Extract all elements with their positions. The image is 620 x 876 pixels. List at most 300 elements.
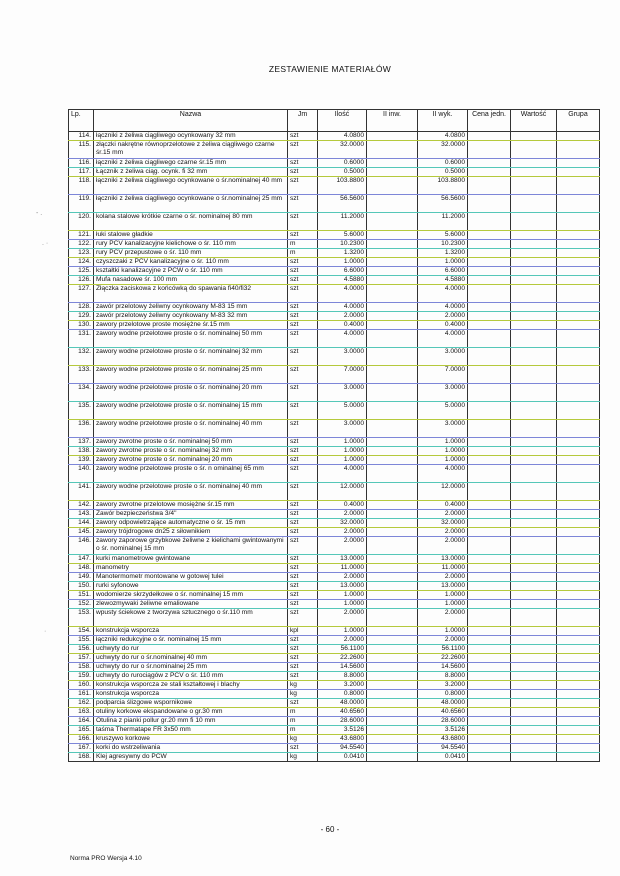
cell-grupa bbox=[557, 708, 600, 717]
cell-ii-inw bbox=[367, 528, 418, 537]
cell-grupa bbox=[557, 654, 600, 663]
cell-ii-wyk: 43.6800 bbox=[418, 735, 468, 744]
cell-grupa bbox=[557, 303, 600, 312]
cell-ilosc: 1.0000 bbox=[318, 600, 367, 609]
cell-nazwa: podparcia ślizgowe wspornikowe bbox=[94, 699, 288, 708]
cell-nazwa: konstrukcja wsporcza bbox=[94, 627, 288, 636]
cell-wartosc bbox=[511, 366, 557, 384]
cell-wartosc bbox=[511, 726, 557, 735]
cell-ilosc: 4.0000 bbox=[318, 465, 367, 483]
cell-cena-jedn bbox=[468, 645, 511, 654]
cell-wartosc bbox=[511, 177, 557, 195]
cell-ii-wyk: 103.8800 bbox=[418, 177, 468, 195]
cell-wartosc bbox=[511, 573, 557, 582]
cell-nazwa: uchwyty do rurociągów z PCV o śr. 110 mm bbox=[94, 672, 288, 681]
table-row bbox=[69, 510, 600, 519]
cell-ii-inw bbox=[367, 519, 418, 528]
cell-ilosc: 2.0000 bbox=[318, 510, 367, 519]
cell-ii-inw bbox=[367, 537, 418, 555]
cell-jm: kg bbox=[288, 735, 318, 744]
cell-jm: szt bbox=[288, 744, 318, 753]
cell-ilosc: 11.2000 bbox=[318, 213, 367, 231]
cell-jm: szt bbox=[288, 510, 318, 519]
cell-jm: szt bbox=[288, 321, 318, 330]
cell-grupa bbox=[557, 402, 600, 420]
cell-ii-inw bbox=[367, 285, 418, 303]
cell-lp: 146. bbox=[69, 537, 94, 555]
cell-cena-jedn bbox=[468, 384, 511, 402]
scan-mark: - . bbox=[36, 210, 43, 217]
cell-jm: szt bbox=[288, 168, 318, 177]
table-row bbox=[69, 213, 600, 231]
table-row bbox=[69, 438, 600, 447]
cell-grupa bbox=[557, 528, 600, 537]
cell-wartosc bbox=[511, 276, 557, 285]
table-row bbox=[69, 285, 600, 303]
cell-jm: szt bbox=[288, 609, 318, 627]
cell-nazwa: zawory zwrotne przelotowe mosiężne śr.15 mm bbox=[94, 501, 288, 510]
cell-ii-wyk: 1.0000 bbox=[418, 627, 468, 636]
cell-ii-wyk: 12.0000 bbox=[418, 483, 468, 501]
cell-lp: 127. bbox=[69, 285, 94, 303]
cell-ii-inw bbox=[367, 168, 418, 177]
cell-grupa bbox=[557, 141, 600, 159]
cell-ii-inw bbox=[367, 501, 418, 510]
cell-ilosc: 0.6000 bbox=[318, 159, 367, 168]
cell-grupa bbox=[557, 213, 600, 231]
cell-jm: szt bbox=[288, 564, 318, 573]
cell-nazwa: kształtki kanalizacyjne z PCW o śr. 110 mm bbox=[94, 267, 288, 276]
cell-nazwa: wpusty ściekowe z tworzywa sztucznego o śr.110 mm bbox=[94, 609, 288, 627]
cell-ilosc: 56.1100 bbox=[318, 645, 367, 654]
cell-wartosc bbox=[511, 636, 557, 645]
cell-wartosc bbox=[511, 240, 557, 249]
cell-nazwa: taśma Thermatape FR 3x50 mm bbox=[94, 726, 288, 735]
cell-ii-inw bbox=[367, 195, 418, 213]
cell-nazwa: zawory wodne przelotowe proste o śr. nominalnej 40 mm bbox=[94, 483, 288, 501]
table-row bbox=[69, 573, 600, 582]
table-row bbox=[69, 483, 600, 501]
table-row bbox=[69, 600, 600, 609]
cell-ilosc: 1.0000 bbox=[318, 456, 367, 465]
cell-nazwa: kolana stalowe krótkie czarne o śr. nominalnej 80 mm bbox=[94, 213, 288, 231]
cell-jm: szt bbox=[288, 519, 318, 528]
cell-cena-jedn bbox=[468, 240, 511, 249]
cell-nazwa: łączniki redukcyjne o śr. nominalnej 15 mm bbox=[94, 636, 288, 645]
cell-ii-wyk: 40.6560 bbox=[418, 708, 468, 717]
table-row bbox=[69, 564, 600, 573]
cell-wartosc bbox=[511, 132, 557, 141]
cell-ii-inw bbox=[367, 555, 418, 564]
cell-cena-jedn bbox=[468, 636, 511, 645]
table-row bbox=[69, 420, 600, 438]
cell-nazwa: konstrukcja wsporcza bbox=[94, 690, 288, 699]
cell-grupa bbox=[557, 582, 600, 591]
cell-nazwa: zawory zaporowe grzybkowe żeliwne z kielichami gwintowanymi o śr. nominalnej 15 mm bbox=[94, 537, 288, 555]
cell-nazwa: czyszczaki z PCV kanalizacyjne o śr. 110 mm bbox=[94, 258, 288, 267]
cell-cena-jedn bbox=[468, 276, 511, 285]
cell-ilosc: 0.0410 bbox=[318, 753, 367, 762]
cell-lp: 126. bbox=[69, 276, 94, 285]
cell-ii-wyk: 3.0000 bbox=[418, 420, 468, 438]
cell-jm: szt bbox=[288, 672, 318, 681]
cell-grupa bbox=[557, 690, 600, 699]
cell-nazwa: Zawór bezpieczeństwa 3/4" bbox=[94, 510, 288, 519]
cell-wartosc bbox=[511, 213, 557, 231]
cell-ilosc: 2.0000 bbox=[318, 609, 367, 627]
cell-wartosc bbox=[511, 582, 557, 591]
cell-cena-jedn bbox=[468, 159, 511, 168]
cell-jm: kg bbox=[288, 681, 318, 690]
cell-jm: m bbox=[288, 717, 318, 726]
cell-wartosc bbox=[511, 267, 557, 276]
cell-ilosc: 2.0000 bbox=[318, 573, 367, 582]
table-row bbox=[69, 708, 600, 717]
cell-ii-inw bbox=[367, 663, 418, 672]
cell-cena-jedn bbox=[468, 744, 511, 753]
cell-ii-wyk: 1.0000 bbox=[418, 591, 468, 600]
table-row bbox=[69, 654, 600, 663]
cell-cena-jedn bbox=[468, 537, 511, 555]
cell-ilosc: 5.0000 bbox=[318, 402, 367, 420]
cell-ii-inw bbox=[367, 240, 418, 249]
cell-cena-jedn bbox=[468, 447, 511, 456]
cell-cena-jedn bbox=[468, 654, 511, 663]
cell-ii-inw bbox=[367, 717, 418, 726]
table-row bbox=[69, 744, 600, 753]
cell-grupa bbox=[557, 330, 600, 348]
cell-wartosc bbox=[511, 690, 557, 699]
table-row bbox=[69, 402, 600, 420]
cell-ii-inw bbox=[367, 366, 418, 384]
cell-ii-inw bbox=[367, 267, 418, 276]
cell-lp: 165. bbox=[69, 726, 94, 735]
cell-nazwa: Mufa nasadowe śr. 100 mm bbox=[94, 276, 288, 285]
cell-wartosc bbox=[511, 168, 557, 177]
cell-nazwa: zawory przelotowe proste mosiężne śr.15 mm bbox=[94, 321, 288, 330]
cell-wartosc bbox=[511, 627, 557, 636]
cell-ii-inw bbox=[367, 627, 418, 636]
cell-wartosc bbox=[511, 717, 557, 726]
cell-cena-jedn bbox=[468, 753, 511, 762]
cell-ilosc: 3.2000 bbox=[318, 681, 367, 690]
cell-ii-inw bbox=[367, 312, 418, 321]
cell-grupa bbox=[557, 681, 600, 690]
cell-ii-inw bbox=[367, 456, 418, 465]
cell-lp: 130. bbox=[69, 321, 94, 330]
cell-cena-jedn bbox=[468, 699, 511, 708]
cell-ilosc: 22.2600 bbox=[318, 654, 367, 663]
cell-cena-jedn bbox=[468, 303, 511, 312]
cell-ii-wyk: 56.5600 bbox=[418, 195, 468, 213]
cell-grupa bbox=[557, 132, 600, 141]
cell-lp: 114. bbox=[69, 132, 94, 141]
table-row bbox=[69, 267, 600, 276]
cell-cena-jedn bbox=[468, 321, 511, 330]
cell-jm: szt bbox=[288, 303, 318, 312]
cell-ilosc: 40.6560 bbox=[318, 708, 367, 717]
cell-cena-jedn bbox=[468, 519, 511, 528]
cell-wartosc bbox=[511, 483, 557, 501]
cell-ilosc: 1.3200 bbox=[318, 249, 367, 258]
cell-nazwa: zawory wodne przelotowe proste o śr. nominalnej 40 mm bbox=[94, 420, 288, 438]
cell-wartosc bbox=[511, 312, 557, 321]
cell-cena-jedn bbox=[468, 609, 511, 627]
table-row bbox=[69, 447, 600, 456]
cell-ii-inw bbox=[367, 402, 418, 420]
cell-wartosc bbox=[511, 663, 557, 672]
cell-nazwa: zawory odpowietrzające automatyczne o śr. 15 mm bbox=[94, 519, 288, 528]
cell-nazwa: otuliny korkowe ekspandowane o gr.30 mm bbox=[94, 708, 288, 717]
cell-wartosc bbox=[511, 654, 557, 663]
cell-lp: 131. bbox=[69, 330, 94, 348]
cell-ii-wyk: 1.3200 bbox=[418, 249, 468, 258]
cell-wartosc bbox=[511, 303, 557, 312]
cell-cena-jedn bbox=[468, 627, 511, 636]
cell-ii-wyk: 56.1100 bbox=[418, 645, 468, 654]
cell-nazwa: kruszywo korkowe bbox=[94, 735, 288, 744]
cell-lp: 160. bbox=[69, 681, 94, 690]
cell-ii-wyk: 1.0000 bbox=[418, 456, 468, 465]
cell-nazwa: Złączka zaciskowa z końcówką do spawania fi40/fi32 bbox=[94, 285, 288, 303]
cell-nazwa: manometry bbox=[94, 564, 288, 573]
cell-grupa bbox=[557, 645, 600, 654]
cell-cena-jedn bbox=[468, 483, 511, 501]
cell-grupa bbox=[557, 573, 600, 582]
cell-jm: szt bbox=[288, 555, 318, 564]
cell-jm: m bbox=[288, 708, 318, 717]
cell-nazwa: zawory wodne przelotowe proste o śr. nominalnej 25 mm bbox=[94, 366, 288, 384]
cell-ii-wyk: 0.4000 bbox=[418, 501, 468, 510]
cell-nazwa: zawory wodne przelotowe proste o śr. nominalnej 50 mm bbox=[94, 330, 288, 348]
cell-nazwa: uchwyty do rur o śr.nominalnej 40 mm bbox=[94, 654, 288, 663]
cell-ii-wyk: 5.6000 bbox=[418, 231, 468, 240]
cell-lp: 117. bbox=[69, 168, 94, 177]
cell-cena-jedn bbox=[468, 213, 511, 231]
cell-cena-jedn bbox=[468, 591, 511, 600]
cell-nazwa: Łącznik z żeliwa ciąg. ocynk. fi 32 mm bbox=[94, 168, 288, 177]
cell-grupa bbox=[557, 555, 600, 564]
cell-ilosc: 48.0000 bbox=[318, 699, 367, 708]
cell-ilosc: 1.0000 bbox=[318, 438, 367, 447]
cell-lp: 138. bbox=[69, 447, 94, 456]
cell-cena-jedn bbox=[468, 348, 511, 366]
cell-ii-inw bbox=[367, 303, 418, 312]
cell-grupa bbox=[557, 717, 600, 726]
cell-jm: szt bbox=[288, 177, 318, 195]
cell-nazwa: rury PCV kanalizacyjne kielichowe o śr. 110 mm bbox=[94, 240, 288, 249]
cell-cena-jedn bbox=[468, 330, 511, 348]
cell-cena-jedn bbox=[468, 231, 511, 240]
cell-cena-jedn bbox=[468, 249, 511, 258]
cell-nazwa: Otulina z pianki pollur gr.20 mm fi 10 mm bbox=[94, 717, 288, 726]
table-row bbox=[69, 609, 600, 627]
cell-lp: 166. bbox=[69, 735, 94, 744]
cell-lp: 116. bbox=[69, 159, 94, 168]
cell-nazwa: złączki nakrętne równoprzelotowe z żeliwa ciągliwego czarne śr.15 mm bbox=[94, 141, 288, 159]
cell-grupa bbox=[557, 627, 600, 636]
cell-lp: 121. bbox=[69, 231, 94, 240]
cell-ilosc: 13.0000 bbox=[318, 582, 367, 591]
cell-grupa bbox=[557, 285, 600, 303]
cell-ii-wyk: 3.2000 bbox=[418, 681, 468, 690]
cell-ii-wyk: 0.5000 bbox=[418, 168, 468, 177]
cell-nazwa: konstrukcja wsporcza ze stali kształtowej i blachy bbox=[94, 681, 288, 690]
cell-wartosc bbox=[511, 591, 557, 600]
table-row bbox=[69, 348, 600, 366]
cell-lp: 125. bbox=[69, 267, 94, 276]
cell-jm: szt bbox=[288, 645, 318, 654]
cell-grupa bbox=[557, 753, 600, 762]
cell-ii-wyk: 1.0000 bbox=[418, 447, 468, 456]
cell-grupa bbox=[557, 483, 600, 501]
cell-lp: 162. bbox=[69, 699, 94, 708]
cell-lp: 159. bbox=[69, 672, 94, 681]
cell-cena-jedn bbox=[468, 726, 511, 735]
cell-grupa bbox=[557, 510, 600, 519]
cell-wartosc bbox=[511, 447, 557, 456]
cell-jm: m bbox=[288, 249, 318, 258]
cell-cena-jedn bbox=[468, 690, 511, 699]
table-row bbox=[69, 690, 600, 699]
table-row bbox=[69, 159, 600, 168]
cell-grupa bbox=[557, 636, 600, 645]
cell-ii-wyk: 3.5126 bbox=[418, 726, 468, 735]
cell-ii-inw bbox=[367, 213, 418, 231]
cell-wartosc bbox=[511, 402, 557, 420]
cell-ilosc: 103.8800 bbox=[318, 177, 367, 195]
cell-wartosc bbox=[511, 258, 557, 267]
table-row bbox=[69, 249, 600, 258]
cell-wartosc bbox=[511, 519, 557, 528]
cell-grupa bbox=[557, 465, 600, 483]
cell-jm: szt bbox=[288, 501, 318, 510]
page-title: ZESTAWIENIE MATERIAŁÓW bbox=[268, 64, 392, 74]
col-header-jm: Jm bbox=[288, 110, 318, 132]
cell-grupa bbox=[557, 384, 600, 402]
cell-ii-wyk: 2.0000 bbox=[418, 312, 468, 321]
cell-nazwa: zawory zwrotne proste o śr. nominalnej 20 mm bbox=[94, 456, 288, 465]
cell-jm: szt bbox=[288, 276, 318, 285]
cell-wartosc bbox=[511, 501, 557, 510]
cell-nazwa: uchwyty do rur o śr.nominalnej 25 mm bbox=[94, 663, 288, 672]
cell-nazwa: zawór przelotowy żeliwny ocynkowany M-83 15 mm bbox=[94, 303, 288, 312]
cell-ii-wyk: 4.0000 bbox=[418, 303, 468, 312]
cell-grupa bbox=[557, 501, 600, 510]
table-row bbox=[69, 276, 600, 285]
cell-ilosc: 94.5540 bbox=[318, 744, 367, 753]
cell-ilosc: 0.8000 bbox=[318, 690, 367, 699]
cell-jm: szt bbox=[288, 654, 318, 663]
cell-wartosc bbox=[511, 249, 557, 258]
table-row bbox=[69, 726, 600, 735]
cell-ilosc: 2.0000 bbox=[318, 537, 367, 555]
cell-ii-inw bbox=[367, 609, 418, 627]
cell-jm: szt bbox=[288, 600, 318, 609]
cell-jm: szt bbox=[288, 699, 318, 708]
cell-jm: szt bbox=[288, 663, 318, 672]
cell-cena-jedn bbox=[468, 528, 511, 537]
cell-ilosc: 8.8000 bbox=[318, 672, 367, 681]
cell-wartosc bbox=[511, 159, 557, 168]
cell-nazwa: łączniki z żeliwa ciągliwego ocynkowane o śr.nominalnej 25 mm bbox=[94, 195, 288, 213]
cell-ii-inw bbox=[367, 591, 418, 600]
cell-jm: szt bbox=[288, 402, 318, 420]
cell-ilosc: 2.0000 bbox=[318, 636, 367, 645]
cell-jm: szt bbox=[288, 267, 318, 276]
cell-jm: kg bbox=[288, 753, 318, 762]
cell-lp: 157. bbox=[69, 654, 94, 663]
cell-lp: 153. bbox=[69, 609, 94, 627]
table-row bbox=[69, 717, 600, 726]
cell-grupa bbox=[557, 744, 600, 753]
cell-ii-inw bbox=[367, 564, 418, 573]
cell-ii-wyk: 14.5600 bbox=[418, 663, 468, 672]
cell-ii-wyk: 0.8000 bbox=[418, 690, 468, 699]
cell-jm: szt bbox=[288, 366, 318, 384]
col-header-cena-jedn: Cena jedn. bbox=[468, 110, 511, 132]
cell-grupa bbox=[557, 366, 600, 384]
cell-lp: 145. bbox=[69, 528, 94, 537]
cell-jm: szt bbox=[288, 528, 318, 537]
table-row bbox=[69, 627, 600, 636]
cell-ii-wyk: 4.5880 bbox=[418, 276, 468, 285]
cell-lp: 144. bbox=[69, 519, 94, 528]
scan-mark: · bbox=[44, 628, 47, 635]
cell-cena-jedn bbox=[468, 195, 511, 213]
cell-wartosc bbox=[511, 420, 557, 438]
cell-wartosc bbox=[511, 348, 557, 366]
cell-jm: szt bbox=[288, 258, 318, 267]
table-row bbox=[69, 240, 600, 249]
cell-grupa bbox=[557, 735, 600, 744]
cell-ilosc: 1.0000 bbox=[318, 627, 367, 636]
cell-cena-jedn bbox=[468, 132, 511, 141]
cell-ilosc: 3.5126 bbox=[318, 726, 367, 735]
cell-nazwa: zawory wodne przelotowe proste o śr. nominalnej 32 mm bbox=[94, 348, 288, 366]
cell-jm: szt bbox=[288, 141, 318, 159]
cell-cena-jedn bbox=[468, 285, 511, 303]
cell-lp: 164. bbox=[69, 717, 94, 726]
cell-jm: szt bbox=[288, 285, 318, 303]
cell-jm: szt bbox=[288, 159, 318, 168]
cell-ii-inw bbox=[367, 141, 418, 159]
cell-jm: kpl bbox=[288, 627, 318, 636]
cell-jm: szt bbox=[288, 132, 318, 141]
cell-ii-inw bbox=[367, 573, 418, 582]
cell-jm: m bbox=[288, 726, 318, 735]
cell-lp: 152. bbox=[69, 600, 94, 609]
cell-grupa bbox=[557, 456, 600, 465]
cell-ii-wyk: 0.4000 bbox=[418, 321, 468, 330]
table-row bbox=[69, 591, 600, 600]
cell-wartosc bbox=[511, 528, 557, 537]
cell-wartosc bbox=[511, 681, 557, 690]
cell-wartosc bbox=[511, 672, 557, 681]
table-header-row bbox=[69, 110, 600, 132]
cell-ilosc: 0.5000 bbox=[318, 168, 367, 177]
cell-cena-jedn bbox=[468, 672, 511, 681]
cell-ii-wyk: 8.8000 bbox=[418, 672, 468, 681]
table-row bbox=[69, 672, 600, 681]
cell-ii-inw bbox=[367, 735, 418, 744]
cell-cena-jedn bbox=[468, 258, 511, 267]
cell-lp: 147. bbox=[69, 555, 94, 564]
cell-ii-inw bbox=[367, 321, 418, 330]
cell-lp: 133. bbox=[69, 366, 94, 384]
table-row bbox=[69, 465, 600, 483]
cell-grupa bbox=[557, 447, 600, 456]
